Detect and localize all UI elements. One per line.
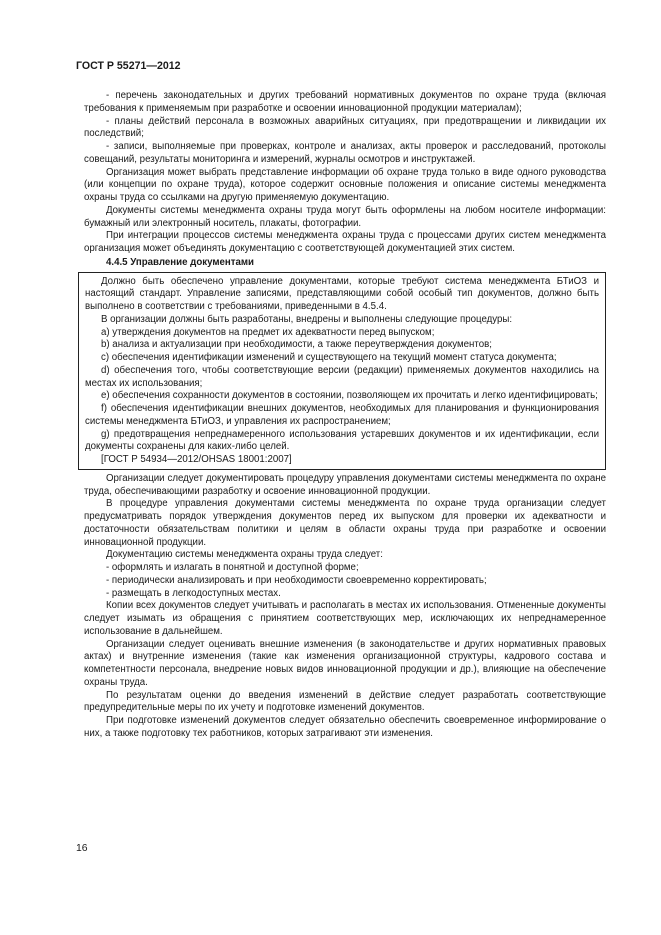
paragraph: - планы действий персонала в возможных аварийных ситуациях, при предотвращении и ликвидации их последствий;: [84, 115, 606, 140]
paragraph: - записи, выполняемые при проверках, контроле и анализах, акты проверок и расследований, протоколы совещаний, результаты мониторинга и измерений, журналы осмотров и инструктажей.: [84, 141, 606, 165]
paragraph: Организации следует документировать процедуру управления документами системы менеджмента по охране труда, обеспечивающими разработку и освоение инновационной продукции.: [84, 472, 606, 497]
box-list-item: с) обеспечения идентификации изменений и существующего на текущий момент статуса документа;: [101, 352, 557, 363]
quoted-standard-box: [78, 272, 606, 470]
paragraph: - перечень законодательных и других требований нормативных документов по охране труда (включая требования к применяемым при разработке и освоении инновационной продукции материалам);: [84, 90, 606, 114]
list-item: - оформлять и излагать в понятной и доступной форме;: [106, 562, 359, 573]
page-body: [84, 90, 606, 741]
section-title: 4.4.5 Управление документами: [106, 256, 255, 268]
post-section-text: [84, 473, 606, 741]
box-list-item: а) утверждения документов на предмет их адекватности перед выпуском;: [101, 326, 435, 338]
pre-section-text: [84, 90, 606, 256]
box-list-item: d) обеспечения того, чтобы соответствующие версии (редакции) применяемых документов находились на местах их использования;: [85, 364, 599, 389]
box-list-item: b) анализа и актуализации при необходимости, а также переутверждения документов;: [101, 339, 492, 351]
box-list-item: f) обеспечения идентификации внешних документов, необходимых для планирования и функционирования системы менеджмента БТиОЗ, и управления их распространением;: [85, 403, 599, 427]
paragraph: Документацию системы менеджмента охраны труда следует:: [106, 549, 383, 561]
list-item: - размещать в легкодоступных местах.: [106, 587, 281, 599]
paragraph: В процедуре управления документами системы менеджмента по охране труда организации следует предусматривать порядок утверждения документов перед их выпуском для проверки их адекватности и достаточности обязательствам политики и целям в области охраны труда при разработке и освоении инновационной продукции.: [84, 498, 606, 548]
paragraph: При интеграции процессов системы менеджмента охраны труда с процессами других систем менеджмента организация может объединять документацию с соответствующей документацией этих систем.: [84, 230, 606, 254]
box-paragraph: В организации должны быть разработаны, внедрены и выполнены следующие процедуры:: [101, 313, 513, 325]
paragraph: Документы системы менеджмента охраны труда могут быть оформлены на любом носителе информации: бумажный или электронный носитель, плакаты, фотографии.: [84, 204, 606, 229]
box-list-item: е) обеспечения сохранности документов в состоянии, позволяющем их прочитать и легко идентифицировать;: [101, 390, 598, 402]
paragraph: Организации следует оценивать внешние изменения (в законодательстве и других нормативных правовых актах) и внутренние изменения (такие как изменения организационной структуры, кадрового состава и компетентности персонала, внедрение новых видов инновационной продукции и др.), влияющие на обеспечение охраны труда.: [84, 638, 606, 688]
box-paragraph: Должно быть обеспечено управление документами, которые требуют система менеджмента БТиОЗ и настоящий стандарт. Управление записями, представляющими собой особый тип документов, должно быть выполнено в соответствии с требованиями, приведенными в 4.5.4.: [85, 275, 599, 312]
list-item: - периодически анализировать и при необходимости своевременно корректировать;: [106, 574, 487, 586]
paragraph: Копии всех документов следует учитывать и располагать в местах их использования. Отмененные документы следует изымать из обращения с принятием соответствующих мер, исключающих их непреднамеренное использование в дальнейшем.: [84, 600, 606, 637]
document-header: ГОСТ Р 55271—2012: [76, 60, 181, 72]
paragraph: При подготовке изменений документов следует обязательно обеспечить своевременное информирование о них, а также подготовку тех работников, которых затрагивают эти изменения.: [84, 715, 606, 739]
paragraph: По результатам оценки до введения изменений в действие следует разработать соответствующие предупредительные меры по их учету и подготовке изменений документов.: [84, 689, 606, 714]
paragraph: Организация может выбрать представление информации об охране труда только в виде одного руководства (или концепции по охране труда), которое содержит основные положения и описание системы менеджмента охраны труда со ссылками на другую применяемую документацию.: [84, 166, 606, 203]
box-list-item: g) предотвращения непреднамеренного использования устаревших документов и их идентификации, если документы сохранены для каких-либо целей.: [85, 428, 599, 453]
box-citation: [ГОСТ Р 54934—2012/OHSAS 18001:2007]: [101, 454, 292, 465]
page-number: 16: [76, 843, 88, 854]
